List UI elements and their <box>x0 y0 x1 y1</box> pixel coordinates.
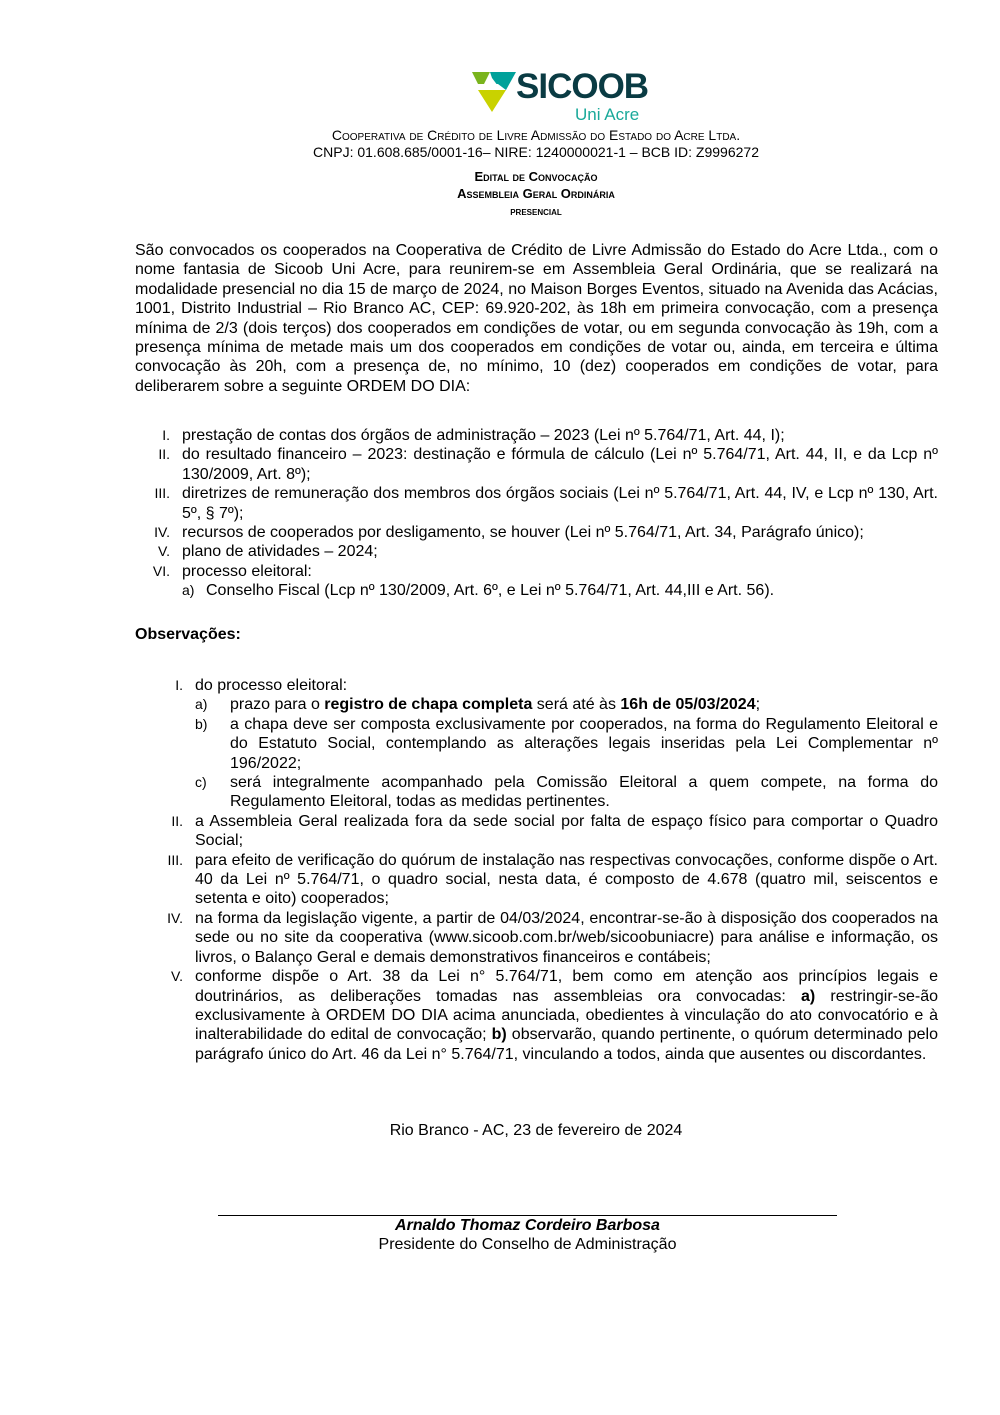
obs-item <box>135 676 938 695</box>
agenda-item <box>135 542 938 561</box>
item-text: plano de atividades – 2024; <box>182 543 378 561</box>
item-number: V. <box>158 543 170 560</box>
item-text: será integralmente acompanhado pela Comissão Eleitoral a quem compete, na forma do Regulamento Eleitoral, todas as medidas pertinentes. <box>230 774 938 811</box>
doc-title: Edital de Convocação <box>474 169 598 184</box>
obs-item <box>135 851 938 909</box>
item-number: III. <box>154 485 170 502</box>
obs-item <box>135 967 938 1064</box>
item-text: do resultado financeiro – 2023: destinação e fórmula de cálculo (Lei nº 5.764/71, Art. 44, II, e da Lcp nº 130/2009, Art. 8º); <box>182 446 938 483</box>
item-number: IV. <box>154 524 170 541</box>
sicoob-logo <box>472 67 649 126</box>
item-number: III. <box>167 851 183 868</box>
obs-item <box>135 909 938 967</box>
agenda-item <box>135 523 938 542</box>
text-run: será até às <box>532 696 621 714</box>
doc-subtitle: Assembleia Geral Ordinária <box>457 186 615 201</box>
item-text: na forma da legislação vigente, a partir de 04/03/2024, encontrar-se-ão à disposição dos cooperados na sede ou no site da cooperativa (www.sicoob.com.br/web/sicoobuniacre) para análise e informação, os livros, o Balanço Geral e demais demonstrativos financeiros e contábeis; <box>195 909 938 966</box>
text-run: observarão, quando pertinente, o quórum determinado pelo parágrafo único do Art. 46 da Lei n° 5.764/71, vinculando a todos, ainda que ausentes ou discordantes. <box>195 1026 938 1063</box>
item-text: para efeito de verificação do quórum de instalação nas respectivas convocações, conforme dispõe o Art. 40 da Lei nº 5.764/71, o quadro social, nesta data, é composto de 4.678 (quatro mil, seiscentos e setenta e oito) cooperados; <box>195 851 938 908</box>
item-text <box>230 695 938 714</box>
item-letter: b) <box>195 715 208 732</box>
item-number: VI. <box>152 562 170 579</box>
logo-brand: SICOOB <box>516 67 649 106</box>
obs-subitem <box>135 695 938 714</box>
item-number: II. <box>171 812 183 829</box>
doc-modality: presencial <box>510 206 562 218</box>
item-number: I. <box>162 427 170 443</box>
item-letter: a) <box>182 582 195 599</box>
org-name: Cooperativa de Crédito de Livre Admissão do Estado do Acre Ltda. <box>331 127 741 143</box>
text-run: conforme dispõe o Art. 38 da Lei n° 5.764/71, bem como em atenção aos princípios legais e doutrinários, as deliberações tomadas nas assembleias ora convocadas: <box>195 968 938 1005</box>
intro-paragraph: São convocados os cooperados na Cooperativa de Crédito de Livre Admissão do Estado do Acre Ltda., com o nome fantasia de Sicoob Uni Acre, para reunirem-se em Assembleia Geral Ordinária, que se realizará na modalidade presencial no dia 15 de março de 2024, no Maison Borges Eventos, situado na Avenida das Acácias, 1001, Distrito Industrial – Rio Branco AC, CEP: 69.920-202, às 18h em primeira convocação, com a presença mínima de 2/3 (dois terços) dos cooperados em condições de votar, ou em segunda convocação às 19h, com a presença mínima de metade mais um dos cooperados em condições de votar ou, ainda, em terceira e última convocação às 20h, com a presença de, no mínimo, 10 (dez) cooperados em condições de votar, para deliberarem sobre a seguinte ORDEM DO DIA: <box>135 242 938 395</box>
obs-subitem <box>135 715 938 773</box>
item-text: do processo eleitoral: <box>195 677 348 694</box>
item-text: a chapa deve ser composta exclusivamente por cooperados, na forma do Regulamento Eleitoral e do Estatuto Social, contemplando as alterações legais inseridas pela Lei Complementar nº 196/2022; <box>230 715 938 772</box>
text-run: restringir-se-ão exclusivamente à ORDEM DO DIA acima anunciada, obedientes à vinculação do ato convocatório e à inalterabilidade do edital de convocação; <box>195 987 938 1044</box>
item-text: processo eleitoral: <box>182 562 312 580</box>
item-letter: c) <box>195 774 207 791</box>
bold-run: b) <box>491 1026 507 1044</box>
item-number: I. <box>175 677 183 693</box>
item-number: IV. <box>167 909 183 926</box>
observations-heading: Observações: <box>135 626 241 643</box>
bold-run: 16h de 05/03/2024 <box>620 696 756 714</box>
agenda-item <box>135 562 938 581</box>
agenda-item <box>135 484 938 523</box>
obs-item <box>135 812 938 851</box>
agenda-item <box>135 426 938 445</box>
signatory-title: Presidente do Conselho de Administração <box>378 1236 677 1253</box>
date-place: Rio Branco - AC, 23 de fevereiro de 2024 <box>389 1122 683 1139</box>
item-text <box>195 967 938 1064</box>
item-text: diretrizes de remuneração dos membros dos órgãos sociais (Lei nº 5.764/71, Art. 44, IV, e Lcp nº 130, Art. 5º, § 7º); <box>182 485 938 522</box>
item-text: Conselho Fiscal (Lcp nº 130/2009, Art. 6º, e Lei nº 5.764/71, Art. 44,III e Art. 56). <box>206 582 775 600</box>
item-text: recursos de cooperados por desligamento, se houver (Lei nº 5.764/71, Art. 34, Parágrafo único); <box>182 524 864 542</box>
sicoob-logo-icon <box>472 72 516 112</box>
obs-subitem <box>135 773 938 812</box>
agenda-list <box>135 426 938 601</box>
observations-list <box>135 676 938 1064</box>
org-ids: CNPJ: 01.608.685/0001-16– NIRE: 1240000021-1 – BCB ID: Z9996272 <box>313 144 759 160</box>
signatory-name: Arnaldo Thomaz Cordeiro Barbosa <box>395 1217 660 1234</box>
item-letter: a) <box>195 696 208 713</box>
text-run: ; <box>755 696 761 714</box>
item-text: prestação de contas dos órgãos de administração – 2023 (Lei nº 5.764/71, Art. 44, I); <box>182 427 785 444</box>
signature-line <box>218 1215 837 1216</box>
text-run: prazo para o <box>230 696 325 714</box>
item-text: a Assembleia Geral realizada fora da sede social por falta de espaço físico para comportar o Quadro Social; <box>195 812 938 850</box>
item-number: V. <box>171 968 183 985</box>
bold-run: a) <box>801 987 816 1005</box>
item-number: II. <box>158 446 170 463</box>
agenda-item <box>135 445 938 484</box>
logo-subtitle: Uni Acre <box>575 105 640 124</box>
agenda-subitem <box>135 581 938 600</box>
bold-run: registro de chapa completa <box>324 696 533 714</box>
